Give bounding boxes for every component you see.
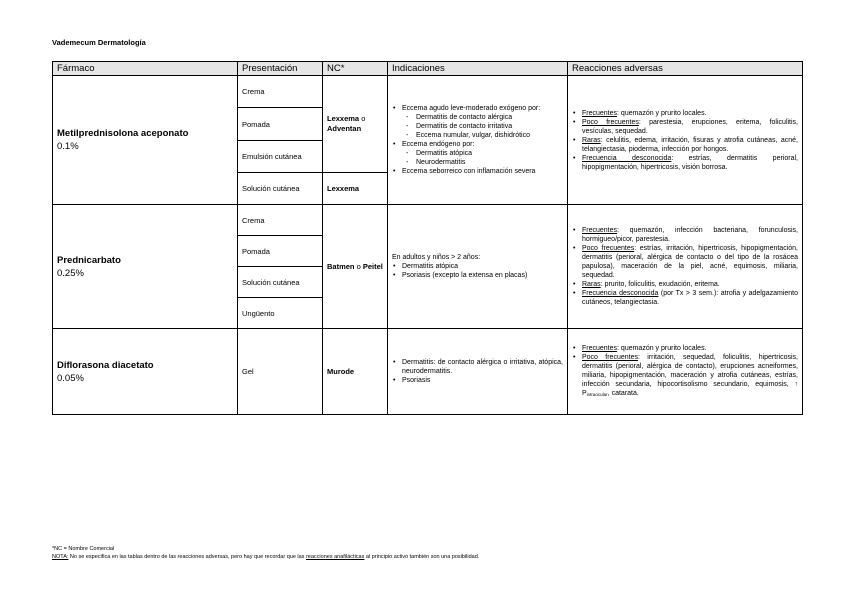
footnote: *NC = Nombre Comercial [52, 546, 115, 552]
list-item: • Eccema seborreico con inflamación severa [402, 167, 563, 176]
indication-text: Eccema endógeno por: [402, 141, 475, 148]
nc-name: Batmen [327, 261, 355, 271]
list-item [582, 289, 798, 307]
nc-name: Adventan [327, 124, 362, 133]
header-presentacion: Presentación [238, 62, 323, 76]
presentation-cell: Solución cutánea [238, 173, 323, 205]
indication-intro: En adultos y niños > 2 años: [392, 254, 481, 261]
adverse-text: , catarata. [607, 390, 639, 397]
list-item [402, 104, 563, 140]
nc-name: Peitel [362, 261, 383, 271]
drug-concentration: 0.05% [57, 372, 84, 384]
header-nc: NC* [323, 62, 388, 76]
presentation-cell: Ungüento [238, 298, 323, 329]
nc-name: Murode [327, 366, 355, 376]
adverse-text: : irritación, sequedad, foliculitis, hipertricosis, dermatitis (perioral, alérgica de contacto), erupciones acneiformes, miliaria, hipopigmentación, maceración y atrofia cutáneas, estrías, infección secundaria, hipocortisolismo secundario, equimosis, ↑ P [582, 354, 798, 397]
nc-connector: o [354, 261, 363, 271]
header-farmaco: Fármaco [53, 62, 238, 76]
vademecum-table [52, 61, 803, 415]
nc-name: Lexxema [327, 183, 360, 193]
nc-cell [323, 76, 388, 173]
list-item [402, 140, 563, 167]
adverse-text: : quemazón y prurito locales. [617, 109, 707, 117]
frequency-label: Poco frecuentes [582, 118, 639, 126]
adverse-cell [568, 329, 803, 415]
note-label: NOTA: [52, 554, 69, 560]
frequency-label: Poco frecuentes [582, 354, 638, 361]
note [52, 553, 479, 561]
list-item [582, 353, 798, 399]
document-title: Vademecum Dermatología [52, 38, 146, 47]
list-item [582, 154, 798, 172]
frequency-label: Raras [582, 136, 601, 144]
header-indicaciones: Indicaciones [388, 62, 568, 76]
note-emphasis: reacciones anafilácticas [305, 554, 365, 560]
drug-cell [53, 205, 238, 329]
frequency-label: Frecuentes [582, 109, 618, 117]
presentation-cell: Emulsión cutánea [238, 141, 323, 173]
nc-cell [323, 205, 388, 329]
adverse-text: (por Tx > 3 sem.): atrofia y adelgazamiento cutáneos, telangiectasia. [582, 290, 798, 306]
drug-concentration: 0.25% [57, 267, 84, 279]
drug-name: Metilprednisolona aceponato [57, 128, 189, 139]
subscript-text: intraocular [586, 392, 608, 397]
table-row [53, 205, 803, 236]
list-item: - Dermatitis de contacto alérgica [416, 113, 563, 122]
list-item: • Dermatitis atópica [402, 262, 563, 271]
presentation-cell: Pomada [238, 108, 323, 141]
frequency-label: Frecuentes [582, 227, 618, 234]
indications-cell [388, 76, 568, 205]
list-item [582, 226, 798, 244]
adverse-text: : estrías, irritación, hipertricosis, hipopigmentación, dermatitis (perioral, alérgica de contacto o del tipo de la rosácea papulosa), maceración de la piel, acné, equimosis, miliaria, sequedad. [582, 245, 798, 279]
list-item: - Dermatitis de contacto irritativa [416, 122, 563, 131]
drug-name: Diflorasona diacetato [57, 359, 154, 371]
presentation-cell: Pomada [238, 236, 323, 267]
indication-text: Eccema agudo leve-moderado exógeno por: [402, 105, 541, 112]
adverse-text: : quemazón, infección bacteriana, forunculosis, hormigueo/picor, parestesia. [582, 227, 798, 243]
nc-connector: o [359, 114, 366, 123]
footer [52, 545, 479, 561]
drug-concentration: 0.1% [57, 141, 79, 152]
list-item [582, 280, 798, 289]
nc-cell [323, 173, 388, 205]
drug-name: Prednicarbato [57, 254, 121, 266]
frequency-label: Frecuencia desconocida [582, 154, 672, 162]
presentation-cell: Gel [238, 329, 323, 415]
presentation-cell: Crema [238, 76, 323, 108]
adverse-text: : estrías, dermatitis perioral, hipopigmentación, hipertricosis, visión borrosa. [582, 154, 798, 171]
adverse-text: : parestesia, erupciones, eritema, foliculitis, vesículas, sequedad. [582, 118, 798, 135]
frequency-label: Poco frecuentes [582, 245, 635, 252]
drug-cell [53, 76, 238, 205]
indications-cell [388, 205, 568, 329]
adverse-cell [568, 76, 803, 205]
note-text: No se especifica en las tablas dentro de las reacciones adversas, pero hay que recordar que las [68, 554, 306, 560]
list-item: - Neurodermatitis [416, 158, 563, 167]
list-item [582, 344, 798, 353]
note-text: al principio activo también son una posibilidad. [364, 554, 480, 560]
table-row [53, 329, 803, 415]
table-header-row [53, 62, 803, 76]
adverse-text: : quemazón y prurito locales. [617, 345, 707, 352]
list-item [582, 118, 798, 136]
nc-name: Lexxema [327, 114, 360, 123]
nc-cell [323, 329, 388, 415]
list-item: • Psoriasis [402, 376, 563, 385]
indications-cell [388, 329, 568, 415]
list-item [582, 244, 798, 280]
presentation-cell: Solución cutánea [238, 267, 323, 298]
list-item: • Dermatitis: de contacto alérgica o irritativa, atópica, neurodermatitis. [402, 358, 563, 376]
header-reacciones: Reacciones adversas [568, 62, 803, 76]
list-item: - Dermatitis atópica [416, 149, 563, 158]
presentation-cell: Crema [238, 205, 323, 236]
list-item [582, 109, 798, 118]
adverse-text: : prurito, foliculitis, exudación, eritema. [600, 281, 720, 288]
list-item [582, 136, 798, 154]
frequency-label: Raras [582, 281, 601, 288]
frequency-label: Frecuencia desconocida [582, 290, 659, 297]
frequency-label: Frecuentes [582, 345, 618, 352]
drug-cell [53, 329, 238, 415]
list-item: • Psoriasis (excepto la extensa en placas) [402, 271, 563, 280]
list-item: - Eccema numular, vulgar, dishidrótico [416, 131, 563, 140]
table-row [53, 76, 803, 108]
adverse-text: : celulitis, edema, irritación, fisuras y atrofia cutáneas, acné, telangiectasia, pioderma, infección por hongos. [582, 136, 798, 153]
adverse-cell [568, 205, 803, 329]
